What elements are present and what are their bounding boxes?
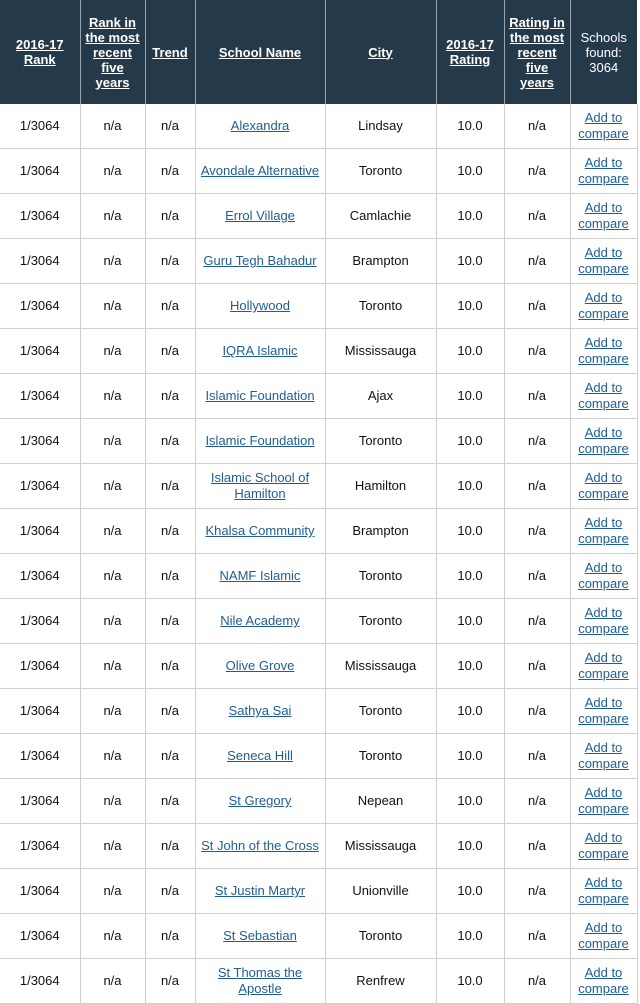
sort-city-link[interactable]: City xyxy=(368,44,393,60)
cell-rank-five-years: n/a xyxy=(80,149,145,194)
cell-rank: 1/3064 xyxy=(0,599,80,644)
cell-rank-five-years: n/a xyxy=(80,599,145,644)
cell-city: Toronto xyxy=(325,599,436,644)
table-row xyxy=(0,104,637,149)
cell-rating-five-years: n/a xyxy=(504,734,570,779)
cell-rating: 10.0 xyxy=(436,149,504,194)
cell-city: Renfrew xyxy=(325,959,436,1004)
cell-rank-five-years: n/a xyxy=(80,824,145,869)
school-name-link[interactable]: Olive Grove xyxy=(225,658,295,673)
header-rank-five-years xyxy=(80,0,145,104)
cell-compare xyxy=(570,239,637,284)
header-rating-five-years xyxy=(504,0,570,104)
cell-city: Toronto xyxy=(325,554,436,599)
cell-rating-five-years: n/a xyxy=(504,464,570,509)
cell-rating-five-years: n/a xyxy=(504,509,570,554)
school-name-link[interactable]: Islamic School of Hamilton xyxy=(210,470,310,501)
school-name-link[interactable]: Guru Tegh Bahadur xyxy=(203,253,317,268)
cell-trend: n/a xyxy=(145,734,195,779)
cell-rating: 10.0 xyxy=(436,779,504,824)
cell-school-name xyxy=(195,239,325,284)
cell-school-name xyxy=(195,284,325,329)
cell-trend: n/a xyxy=(145,779,195,824)
cell-rank-five-years: n/a xyxy=(80,464,145,509)
cell-school-name xyxy=(195,824,325,869)
cell-rank: 1/3064 xyxy=(0,689,80,734)
cell-city: Brampton xyxy=(325,509,436,554)
cell-rank: 1/3064 xyxy=(0,329,80,374)
table-row xyxy=(0,194,637,239)
add-to-compare-link[interactable]: Add to compare xyxy=(578,245,629,276)
cell-compare xyxy=(570,644,637,689)
add-to-compare-link[interactable]: Add to compare xyxy=(578,290,629,321)
school-name-link[interactable]: Hollywood xyxy=(230,298,290,313)
cell-trend: n/a xyxy=(145,464,195,509)
school-name-link[interactable]: St Gregory xyxy=(228,793,292,808)
table-row xyxy=(0,959,637,1004)
school-name-link[interactable]: NAMF Islamic xyxy=(219,568,301,583)
sort-rank-link[interactable]: 2016-17 Rank xyxy=(15,37,64,67)
cell-compare xyxy=(570,149,637,194)
cell-rating-five-years: n/a xyxy=(504,689,570,734)
cell-trend: n/a xyxy=(145,284,195,329)
add-to-compare-link[interactable]: Add to compare xyxy=(578,605,629,636)
cell-school-name xyxy=(195,509,325,554)
cell-rating: 10.0 xyxy=(436,284,504,329)
cell-school-name xyxy=(195,869,325,914)
cell-compare xyxy=(570,734,637,779)
table-row xyxy=(0,419,637,464)
cell-rank: 1/3064 xyxy=(0,869,80,914)
cell-city: Toronto xyxy=(325,149,436,194)
add-to-compare-link[interactable]: Add to compare xyxy=(578,650,629,681)
cell-rank-five-years: n/a xyxy=(80,374,145,419)
cell-school-name xyxy=(195,959,325,1004)
table-row xyxy=(0,644,637,689)
cell-city: Brampton xyxy=(325,239,436,284)
cell-school-name xyxy=(195,779,325,824)
table-row xyxy=(0,284,637,329)
school-name-link[interactable]: Khalsa Community xyxy=(205,523,315,538)
sort-trend-link[interactable]: Trend xyxy=(152,44,188,60)
add-to-compare-link[interactable]: Add to compare xyxy=(578,965,629,996)
cell-compare xyxy=(570,599,637,644)
cell-trend: n/a xyxy=(145,869,195,914)
cell-rating: 10.0 xyxy=(436,194,504,239)
add-to-compare-link[interactable]: Add to compare xyxy=(578,335,629,366)
add-to-compare-link[interactable]: Add to compare xyxy=(578,695,629,726)
cell-rank-five-years: n/a xyxy=(80,734,145,779)
school-name-link[interactable]: Errol Village xyxy=(225,208,295,223)
cell-rank: 1/3064 xyxy=(0,374,80,419)
cell-city: Toronto xyxy=(325,419,436,464)
table-row xyxy=(0,509,637,554)
header-rank xyxy=(0,0,80,104)
cell-rating: 10.0 xyxy=(436,104,504,149)
cell-rank: 1/3064 xyxy=(0,824,80,869)
add-to-compare-link[interactable]: Add to compare xyxy=(578,200,629,231)
cell-compare xyxy=(570,329,637,374)
cell-rank: 1/3064 xyxy=(0,509,80,554)
cell-rating: 10.0 xyxy=(436,374,504,419)
add-to-compare-link[interactable]: Add to compare xyxy=(578,155,629,186)
add-to-compare-link[interactable]: Add to compare xyxy=(578,515,629,546)
cell-rank-five-years: n/a xyxy=(80,509,145,554)
school-name-link[interactable]: Islamic Foundation xyxy=(205,433,315,448)
table-row xyxy=(0,464,637,509)
cell-rank-five-years: n/a xyxy=(80,329,145,374)
cell-rating-five-years: n/a xyxy=(504,824,570,869)
school-name-link[interactable]: Nile Academy xyxy=(220,613,300,628)
table-row xyxy=(0,914,637,959)
school-name-link[interactable]: Sathya Sai xyxy=(228,703,292,718)
school-name-link[interactable]: St Justin Martyr xyxy=(214,883,306,898)
cell-school-name xyxy=(195,104,325,149)
table-row xyxy=(0,824,637,869)
cell-rating: 10.0 xyxy=(436,869,504,914)
table-row xyxy=(0,374,637,419)
cell-trend: n/a xyxy=(145,509,195,554)
cell-rating-five-years: n/a xyxy=(504,239,570,284)
cell-school-name xyxy=(195,329,325,374)
cell-rank-five-years: n/a xyxy=(80,644,145,689)
cell-compare xyxy=(570,419,637,464)
cell-rank: 1/3064 xyxy=(0,239,80,284)
header-city xyxy=(325,0,436,104)
cell-city: Hamilton xyxy=(325,464,436,509)
cell-rating: 10.0 xyxy=(436,734,504,779)
cell-rating-five-years: n/a xyxy=(504,644,570,689)
cell-rating: 10.0 xyxy=(436,464,504,509)
cell-city: Ajax xyxy=(325,374,436,419)
school-name-link[interactable]: IQRA Islamic xyxy=(222,343,298,358)
schools-found-count: Schools found: 3064 xyxy=(570,0,637,104)
cell-school-name xyxy=(195,464,325,509)
cell-rating: 10.0 xyxy=(436,824,504,869)
cell-rating-five-years: n/a xyxy=(504,914,570,959)
cell-rating-five-years: n/a xyxy=(504,104,570,149)
add-to-compare-link[interactable]: Add to compare xyxy=(578,785,629,816)
cell-rank: 1/3064 xyxy=(0,104,80,149)
header-rating xyxy=(436,0,504,104)
cell-trend: n/a xyxy=(145,419,195,464)
sort-rating-five-years-link[interactable]: Rating in the most recent five years xyxy=(509,14,565,90)
cell-rating: 10.0 xyxy=(436,959,504,1004)
cell-rank-five-years: n/a xyxy=(80,869,145,914)
school-name-link[interactable]: Seneca Hill xyxy=(227,748,293,763)
cell-rank: 1/3064 xyxy=(0,464,80,509)
cell-rank-five-years: n/a xyxy=(80,194,145,239)
add-to-compare-link[interactable]: Add to compare xyxy=(578,830,629,861)
cell-trend: n/a xyxy=(145,959,195,1004)
cell-rating-five-years: n/a xyxy=(504,149,570,194)
add-to-compare-link[interactable]: Add to compare xyxy=(578,740,629,771)
cell-rank-five-years: n/a xyxy=(80,779,145,824)
cell-compare xyxy=(570,869,637,914)
header-school-name xyxy=(195,0,325,104)
table-row xyxy=(0,329,637,374)
cell-city: Camlachie xyxy=(325,194,436,239)
school-name-link[interactable]: St Thomas the Apostle xyxy=(217,965,303,996)
cell-school-name xyxy=(195,914,325,959)
cell-rating-five-years: n/a xyxy=(504,959,570,1004)
cell-rating: 10.0 xyxy=(436,239,504,284)
cell-rating-five-years: n/a xyxy=(504,779,570,824)
cell-rank: 1/3064 xyxy=(0,419,80,464)
add-to-compare-link[interactable]: Add to compare xyxy=(578,920,629,951)
cell-rating: 10.0 xyxy=(436,419,504,464)
cell-compare xyxy=(570,374,637,419)
cell-school-name xyxy=(195,554,325,599)
add-to-compare-link[interactable]: Add to compare xyxy=(578,560,629,591)
cell-rating: 10.0 xyxy=(436,644,504,689)
cell-trend: n/a xyxy=(145,554,195,599)
cell-school-name xyxy=(195,194,325,239)
add-to-compare-link[interactable]: Add to compare xyxy=(578,110,629,141)
cell-rating-five-years: n/a xyxy=(504,869,570,914)
cell-city: Toronto xyxy=(325,284,436,329)
header-trend xyxy=(145,0,195,104)
cell-trend: n/a xyxy=(145,824,195,869)
cell-trend: n/a xyxy=(145,194,195,239)
cell-compare xyxy=(570,914,637,959)
table-row xyxy=(0,149,637,194)
table-row xyxy=(0,554,637,599)
cell-rating: 10.0 xyxy=(436,554,504,599)
cell-rank-five-years: n/a xyxy=(80,914,145,959)
add-to-compare-link[interactable]: Add to compare xyxy=(578,470,629,501)
add-to-compare-link[interactable]: Add to compare xyxy=(578,380,629,411)
sort-rank-five-years-link[interactable]: Rank in the most recent five years xyxy=(85,14,140,90)
cell-trend: n/a xyxy=(145,104,195,149)
cell-school-name xyxy=(195,149,325,194)
cell-compare xyxy=(570,509,637,554)
cell-rating: 10.0 xyxy=(436,599,504,644)
cell-compare xyxy=(570,779,637,824)
cell-city: Toronto xyxy=(325,734,436,779)
cell-compare xyxy=(570,464,637,509)
cell-city: Nepean xyxy=(325,779,436,824)
sort-rating-link[interactable]: 2016-17 Rating xyxy=(446,37,494,67)
cell-rank-five-years: n/a xyxy=(80,959,145,1004)
cell-rating-five-years: n/a xyxy=(504,194,570,239)
cell-compare xyxy=(570,824,637,869)
cell-school-name xyxy=(195,734,325,779)
table-body xyxy=(0,104,637,1004)
cell-rating-five-years: n/a xyxy=(504,329,570,374)
cell-rank-five-years: n/a xyxy=(80,284,145,329)
school-name-link[interactable]: Alexandra xyxy=(230,118,290,133)
table-row xyxy=(0,239,637,284)
cell-rank: 1/3064 xyxy=(0,734,80,779)
add-to-compare-link[interactable]: Add to compare xyxy=(578,875,629,906)
cell-rating-five-years: n/a xyxy=(504,374,570,419)
cell-rating-five-years: n/a xyxy=(504,284,570,329)
cell-compare xyxy=(570,959,637,1004)
cell-rating: 10.0 xyxy=(436,689,504,734)
cell-rating: 10.0 xyxy=(436,914,504,959)
cell-rank-five-years: n/a xyxy=(80,554,145,599)
cell-rating-five-years: n/a xyxy=(504,554,570,599)
cell-rating-five-years: n/a xyxy=(504,419,570,464)
school-name-link[interactable]: St John of the Cross xyxy=(201,838,319,853)
cell-rank: 1/3064 xyxy=(0,644,80,689)
cell-rating: 10.0 xyxy=(436,329,504,374)
cell-school-name xyxy=(195,644,325,689)
school-name-link[interactable]: Avondale Alternative xyxy=(200,163,320,178)
cell-rank-five-years: n/a xyxy=(80,239,145,284)
school-name-link[interactable]: St Sebastian xyxy=(223,928,297,943)
cell-compare xyxy=(570,194,637,239)
cell-rank: 1/3064 xyxy=(0,149,80,194)
sort-school-name-link[interactable]: School Name xyxy=(218,44,302,60)
cell-rating: 10.0 xyxy=(436,509,504,554)
cell-city: Mississauga xyxy=(325,644,436,689)
cell-city: Lindsay xyxy=(325,104,436,149)
cell-trend: n/a xyxy=(145,374,195,419)
cell-compare xyxy=(570,689,637,734)
cell-rank: 1/3064 xyxy=(0,779,80,824)
cell-rating-five-years: n/a xyxy=(504,599,570,644)
cell-city: Mississauga xyxy=(325,824,436,869)
cell-rank: 1/3064 xyxy=(0,959,80,1004)
cell-rank-five-years: n/a xyxy=(80,104,145,149)
table-row xyxy=(0,689,637,734)
cell-trend: n/a xyxy=(145,149,195,194)
table-row xyxy=(0,599,637,644)
cell-trend: n/a xyxy=(145,644,195,689)
cell-rank-five-years: n/a xyxy=(80,689,145,734)
cell-city: Toronto xyxy=(325,689,436,734)
table-header xyxy=(0,0,637,104)
cell-trend: n/a xyxy=(145,329,195,374)
cell-trend: n/a xyxy=(145,689,195,734)
school-name-link[interactable]: Islamic Foundation xyxy=(205,388,315,403)
cell-trend: n/a xyxy=(145,599,195,644)
cell-city: Unionville xyxy=(325,869,436,914)
cell-rank: 1/3064 xyxy=(0,194,80,239)
cell-rank-five-years: n/a xyxy=(80,419,145,464)
cell-compare xyxy=(570,104,637,149)
cell-compare xyxy=(570,284,637,329)
add-to-compare-link[interactable]: Add to compare xyxy=(578,425,629,456)
table-row xyxy=(0,869,637,914)
cell-school-name xyxy=(195,599,325,644)
cell-trend: n/a xyxy=(145,914,195,959)
cell-rank: 1/3064 xyxy=(0,284,80,329)
cell-school-name xyxy=(195,374,325,419)
cell-compare xyxy=(570,554,637,599)
cell-school-name xyxy=(195,419,325,464)
table-row xyxy=(0,734,637,779)
cell-school-name xyxy=(195,689,325,734)
table-row xyxy=(0,779,637,824)
cell-city: Mississauga xyxy=(325,329,436,374)
cell-rank: 1/3064 xyxy=(0,914,80,959)
cell-city: Toronto xyxy=(325,914,436,959)
cell-trend: n/a xyxy=(145,239,195,284)
cell-rank: 1/3064 xyxy=(0,554,80,599)
